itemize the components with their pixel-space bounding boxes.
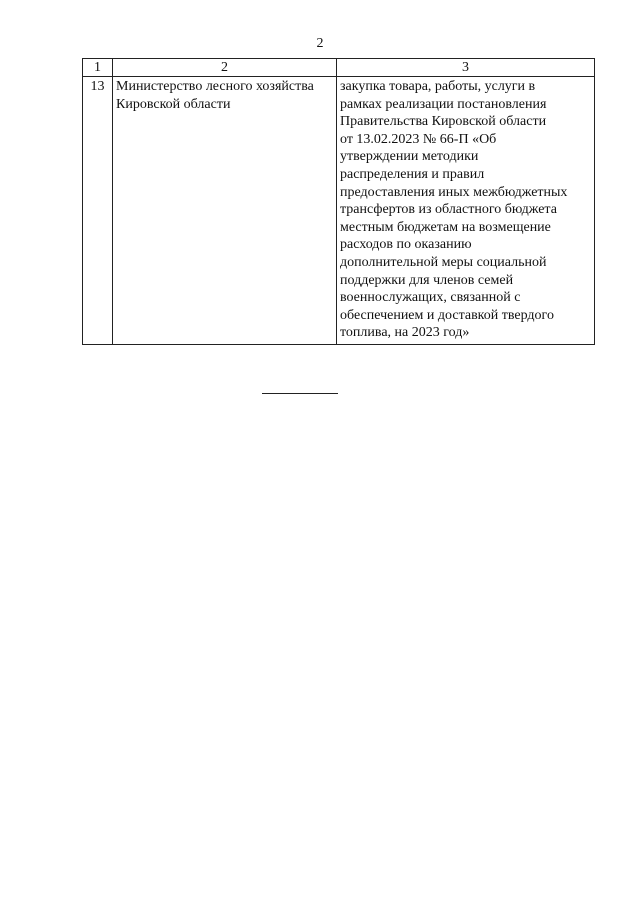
document-table xyxy=(82,58,595,345)
description-line: утверждении методики xyxy=(340,149,479,165)
description-line: предоставления иных межбюджетных xyxy=(340,184,568,200)
description-line: обеспечением и доставкой твердого xyxy=(340,307,554,323)
description-line: военнослужащих, связанной с xyxy=(340,290,521,306)
organization-name: Министерство лесного хозяйства Кировской области xyxy=(113,77,337,345)
description-line: дополнительной меры социальной xyxy=(340,254,547,270)
end-of-document-rule xyxy=(262,393,338,394)
description-line: Правительства Кировской области xyxy=(340,114,547,130)
description-line: поддержки для членов семей xyxy=(340,272,514,288)
description-line: от 13.02.2023 № 66-П «Об xyxy=(340,131,497,147)
page-number: 2 xyxy=(316,36,324,51)
description-line: местным бюджетам на возмещение xyxy=(340,219,551,235)
column-header-2: 2 xyxy=(113,59,337,77)
purpose-description xyxy=(337,77,595,345)
description-line: топлива, на 2023 год» xyxy=(340,325,470,341)
column-header-3: 3 xyxy=(337,59,595,77)
description-line: рамках реализации постановления xyxy=(340,96,547,112)
row-number: 13 xyxy=(83,77,113,345)
description-line: расходов по оказанию xyxy=(340,237,472,253)
table-header-row xyxy=(83,59,595,77)
column-header-1: 1 xyxy=(83,59,113,77)
description-line: закупка товара, работы, услуги в xyxy=(340,79,536,94)
description-line: распределения и правил xyxy=(340,166,485,182)
table-row xyxy=(83,77,595,345)
description-line: трансфертов из областного бюджета xyxy=(340,202,557,218)
